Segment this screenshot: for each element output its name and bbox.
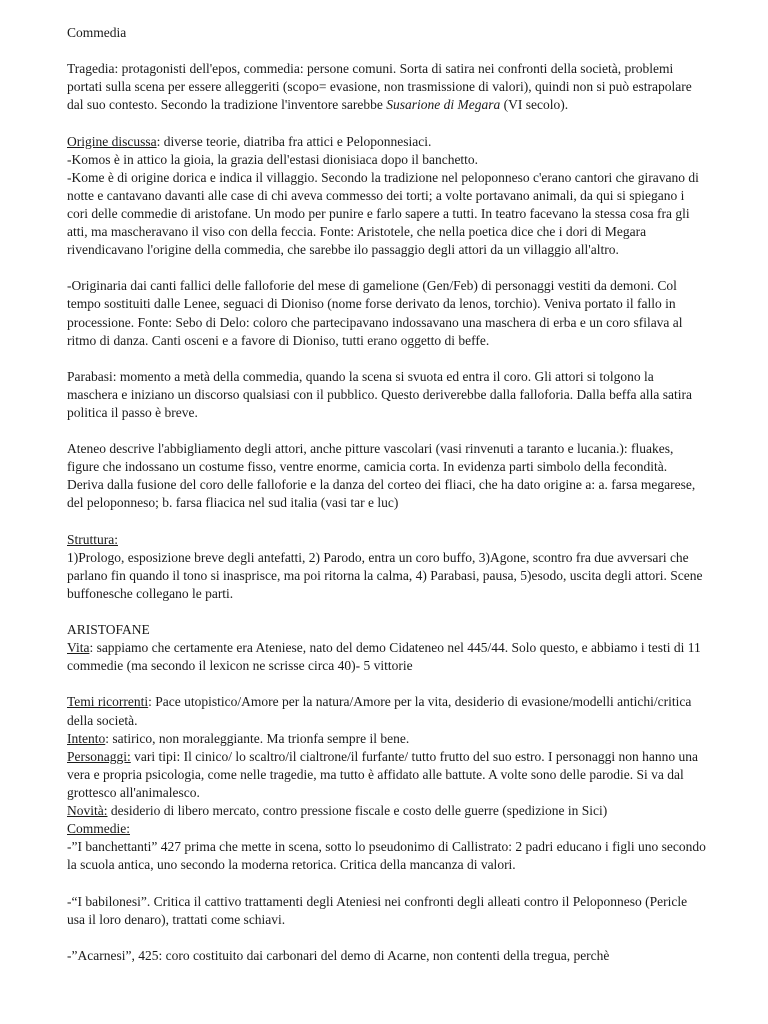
intento-text: : satirico, non moraleggiante. Ma trionfa sempre il bene. bbox=[105, 730, 410, 746]
document-page bbox=[67, 24, 707, 965]
paragraph-temi bbox=[67, 693, 707, 874]
origine-heading: Origine discussa bbox=[67, 133, 157, 149]
intento-line bbox=[67, 730, 707, 748]
paragraph-origine bbox=[67, 133, 707, 260]
paragraph-falloforie: -Originaria dai canti fallici delle falloforie del mese di gamelione (Gen/Feb) di personaggi vestiti da demoni. Col tempo sostituiti dalle Lenee, seguaci di Dioniso (nome forse derivato da lenos, torchio). Veniva portato il fallo in processione. Fonte: Sebo di Delo: coloro che partecipavano indossavano una maschera di erba e un coro sfilava al ritmo di danza. Canti osceni e a favore di Dioniso, tutti erano oggetto di beffe. bbox=[67, 278, 683, 348]
paragraph-tragedia bbox=[67, 60, 707, 114]
document-title: Commedia bbox=[67, 25, 127, 40]
tragedia-text: Tragedia: protagonisti dell'epos, commedia: persone comuni. Sorta di satira nei confronti della società, problemi portati sulla scena per essere alleggeriti (scopo= evasione, non trasmissione di valori), quindi non si può estrapolare dal suo contesto. Secondo la tradizione l'inventore sarebbe bbox=[67, 61, 692, 113]
origine-komos: -Komos è in attico la gioia, la grazia dell'estasi dionisiaca dopo il banchetto. bbox=[67, 151, 479, 167]
temi-label: Temi ricorrenti bbox=[67, 694, 149, 710]
novita-text: desiderio di libero mercato, contro pressione fiscale e costo delle guerre (spedizione in Sici) bbox=[107, 803, 608, 819]
struttura-text: 1)Prologo, esposizione breve degli antefatti, 2) Parodo, entra un coro buffo, 3)Agone, scontro fra due avversari che parlano fin quando il tono si inasprisce, ma poi ritorna la calma, 4) Parabasi, pausa, 5)esodo, uscita degli attori. Scene buffonesche collegano le parti. bbox=[67, 549, 703, 601]
paragraph-struttura bbox=[67, 531, 707, 603]
vita-label: Vita bbox=[67, 640, 90, 656]
author-name: Susarione di Megara bbox=[386, 97, 501, 113]
aristofane-heading: ARISTOFANE bbox=[67, 622, 150, 638]
paragraph-acarnesi: -”Acarnesi”, 425: coro costituito dai carbonari del demo di Acarne, non contenti della tregua, perchè bbox=[67, 947, 610, 963]
struttura-heading: Struttura: bbox=[67, 531, 118, 547]
banchettanti-text: -”I banchettanti” 427 prima che mette in scena, sotto lo pseudonimo di Callistrato: 2 padri educano i figli uno secondo la scuola antica, uno secondo la moderna retorica. Critica della mancanza di valori. bbox=[67, 839, 706, 873]
commedie-label: Commedie: bbox=[67, 821, 130, 837]
paragraph-parabasi: Parabasi: momento a metà della commedia, quando la scena si svuota ed entra il coro. Gli attori si tolgono la maschera e iniziano un discorso qualsiasi con il pubblico. Questo deriverebbe dalla falloforia. Dalla beffa alla satira politica il passo è breve. bbox=[67, 368, 693, 420]
origine-text: : diverse teorie, diatriba fra attici e Peloponnesiaci. bbox=[156, 133, 432, 149]
temi-text: : Pace utopistico/Amore per la natura/Amore per la vita, desiderio di evasione/modelli antichi/critica della società. bbox=[67, 694, 692, 728]
intento-label: Intento bbox=[67, 730, 106, 746]
novita-label: Novità: bbox=[67, 803, 108, 819]
paragraph-aristofane bbox=[67, 621, 707, 675]
personaggi-line bbox=[67, 748, 707, 802]
personaggi-label: Personaggi: bbox=[67, 748, 131, 764]
paragraph-ateneo: Ateneo descrive l'abbigliamento degli attori, anche pitture vascolari (vasi rinvenuti a taranto e lucania.): fluakes, figure che indossano un costume fisso, ventre enorme, camicia corta. In evidenza parti simbolo della fecondità. Deriva dalla fusione del coro delle falloforie e la danza del corteo dei fliaci, che ha dato origine a: a. farsa megarese, del peloponneso; b. farsa fliacica nel sud italia (vasi tar e luc) bbox=[67, 441, 696, 511]
personaggi-text: vari tipi: Il cinico/ lo scaltro/il cialtrone/il furfante/ tutto frutto del suo estro. I personaggi non hanno una vera e propria psicologia, come nelle tragedie, ma tutto è affidato alle battute. A volte sono delle parodie. Si va dal grottesco all'animalesco. bbox=[67, 748, 698, 800]
paragraph-babilonesi: -“I babilonesi”. Critica il cattivo trattamenti degli Ateniesi nei confronti degli alleati contro il Peloponneso (Pericle usa il loro denaro), trattati come schiavi. bbox=[67, 893, 688, 927]
origine-kome: -Kome è di origine dorica e indica il villaggio. Secondo la tradizione nel peloponneso c'erano cantori che giravano di notte e cantavano davanti alle case di chi aveva commesso dei torti; a volte portavano animali, da qui si spiegano i cori delle commedie di aristofane. Un modo per punire e farlo sapere a tutti. In teatro facevano la stessa cosa fra gli atti, ma mascheravano il viso con della feccia. Fonte: Aristotele, che nella poetica dice che i dori di Megara rivendicavano l'origine della commedia, che sarebbe ilo passaggio degli attori da un villaggio all'altro. bbox=[67, 169, 699, 258]
vita-text: : sappiamo che certamente era Ateniese, nato del demo Cidateneo nel 445/44. Solo questo, e abbiamo i testi di 11 commedie (ma secondo il lexicon ne scrisse circa 40)- 5 vittorie bbox=[67, 640, 701, 674]
tragedia-tail: (VI secolo). bbox=[500, 97, 569, 113]
novita-line bbox=[67, 802, 707, 820]
